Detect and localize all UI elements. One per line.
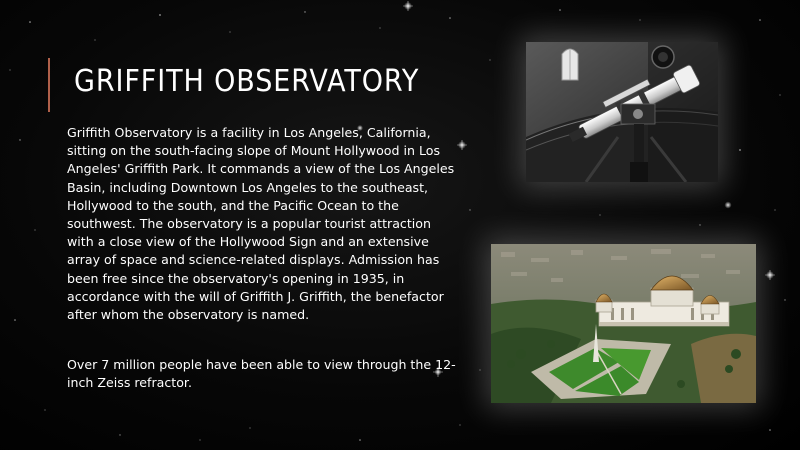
body-paragraph-history: Griffith Observatory is a facility in Los Angeles, California, sitting on the south-facing slope of Mount Hollywood in Los Angeles' Griffith Park. It commands a view of the Los Angeles Basin, including Downtown Los Angeles to the southeast, Hollywood to the south, and the Pacific Ocean to the southwest. The observatory is a popular tourist attraction with a close view of the Hollywood Sign and an extensive array of space and science-related displays. Admission has been free since the observatory's opening in 1935, in accordance with the will of Griffith J. Griffith, the benefactor after whom the observatory is named. — [67, 125, 455, 323]
slide-title: GRIFFITH OBSERVATORY — [74, 64, 420, 99]
observatory-aerial-photo — [491, 244, 756, 403]
body-paragraph-visitors: Over 7 million people have been able to view through the 12-inch Zeiss refractor. — [67, 357, 456, 391]
title-accent-bar — [48, 58, 50, 112]
telescope-photo — [526, 42, 718, 182]
slide-body — [67, 124, 459, 393]
